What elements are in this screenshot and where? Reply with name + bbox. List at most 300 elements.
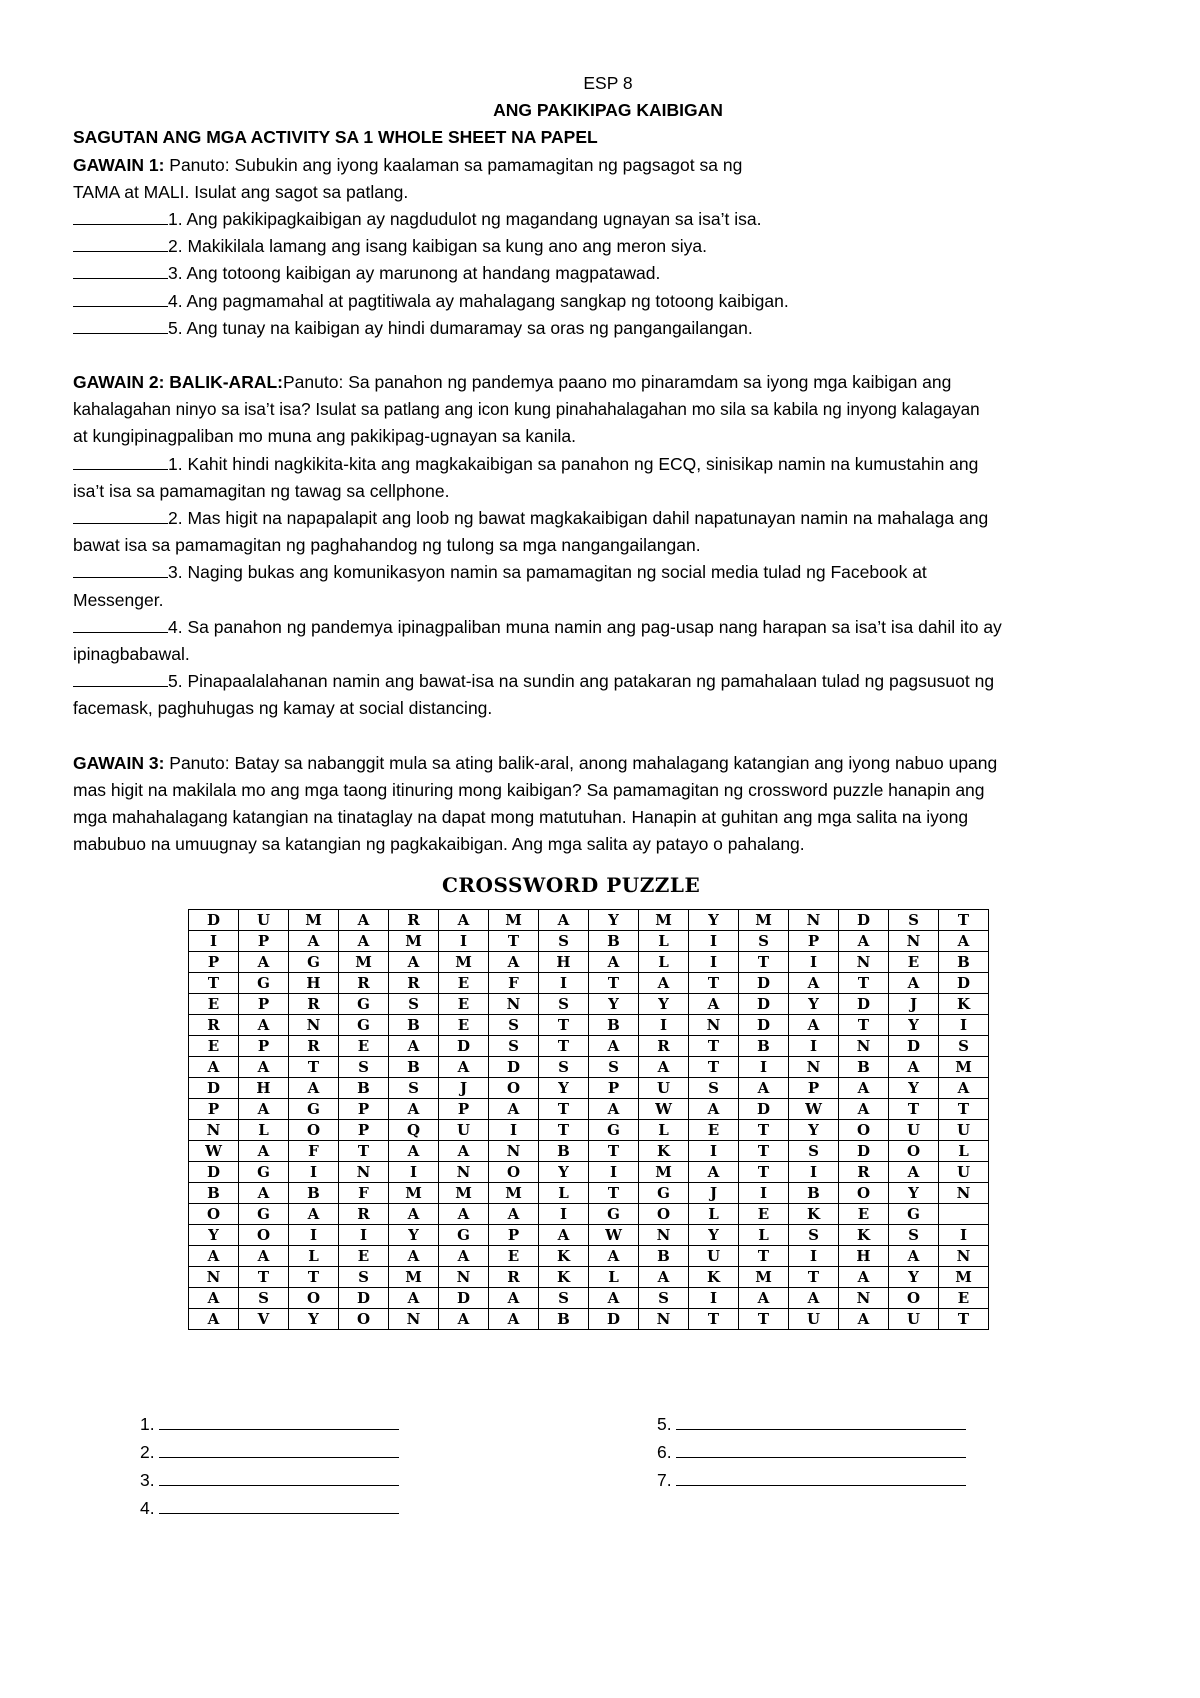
crossword-cell[interactable]: D: [889, 1036, 939, 1057]
crossword-cell[interactable]: S: [489, 1015, 539, 1036]
crossword-cell[interactable]: U: [689, 1246, 739, 1267]
crossword-cell[interactable]: A: [589, 1099, 639, 1120]
crossword-cell[interactable]: E: [689, 1120, 739, 1141]
crossword-cell[interactable]: T: [589, 973, 639, 994]
crossword-cell[interactable]: A: [739, 1288, 789, 1309]
crossword-cell[interactable]: I: [689, 931, 739, 952]
answer-line[interactable]: [159, 1467, 399, 1486]
crossword-cell[interactable]: E: [889, 952, 939, 973]
crossword-cell[interactable]: A: [439, 910, 489, 931]
crossword-cell[interactable]: L: [639, 931, 689, 952]
answer-blank[interactable]: [73, 508, 168, 524]
crossword-cell[interactable]: S: [539, 1057, 589, 1078]
crossword-cell[interactable]: D: [439, 1036, 489, 1057]
crossword-cell[interactable]: W: [189, 1141, 239, 1162]
crossword-cell[interactable]: S: [389, 1078, 439, 1099]
crossword-cell[interactable]: I: [439, 931, 489, 952]
crossword-cell[interactable]: B: [389, 1057, 439, 1078]
crossword-cell[interactable]: B: [539, 1309, 589, 1330]
crossword-cell[interactable]: Y: [639, 994, 689, 1015]
crossword-cell[interactable]: N: [789, 910, 839, 931]
crossword-cell[interactable]: A: [239, 1246, 289, 1267]
crossword-cell[interactable]: P: [589, 1078, 639, 1099]
crossword-cell[interactable]: L: [639, 952, 689, 973]
crossword-cell[interactable]: R: [339, 973, 389, 994]
crossword-cell[interactable]: K: [539, 1267, 589, 1288]
crossword-cell[interactable]: A: [289, 931, 339, 952]
crossword-cell[interactable]: S: [389, 994, 439, 1015]
crossword-cell[interactable]: O: [889, 1141, 939, 1162]
crossword-cell[interactable]: F: [289, 1141, 339, 1162]
crossword-cell[interactable]: I: [339, 1225, 389, 1246]
answer-line[interactable]: [159, 1411, 399, 1430]
crossword-cell[interactable]: G: [239, 1204, 289, 1225]
crossword-cell[interactable]: S: [489, 1036, 539, 1057]
crossword-cell[interactable]: K: [689, 1267, 739, 1288]
crossword-cell[interactable]: E: [439, 994, 489, 1015]
crossword-cell[interactable]: D: [739, 1099, 789, 1120]
crossword-cell[interactable]: S: [639, 1288, 689, 1309]
crossword-cell[interactable]: A: [389, 1036, 439, 1057]
crossword-cell[interactable]: R: [339, 1204, 389, 1225]
crossword-cell[interactable]: A: [839, 1267, 889, 1288]
crossword-cell[interactable]: A: [539, 1225, 589, 1246]
crossword-cell[interactable]: B: [789, 1183, 839, 1204]
crossword-cell[interactable]: Y: [889, 1267, 939, 1288]
crossword-cell[interactable]: S: [739, 931, 789, 952]
crossword-cell[interactable]: A: [589, 1246, 639, 1267]
answer-blank[interactable]: [73, 236, 168, 252]
crossword-cell[interactable]: D: [589, 1309, 639, 1330]
crossword-cell[interactable]: N: [839, 952, 889, 973]
answer-blank[interactable]: [73, 263, 168, 279]
crossword-cell[interactable]: V: [239, 1309, 289, 1330]
crossword-cell[interactable]: U: [789, 1309, 839, 1330]
crossword-cell[interactable]: O: [639, 1204, 689, 1225]
crossword-cell[interactable]: N: [189, 1120, 239, 1141]
crossword-cell[interactable]: R: [389, 910, 439, 931]
crossword-cell[interactable]: A: [889, 1057, 939, 1078]
crossword-cell[interactable]: B: [389, 1015, 439, 1036]
crossword-cell[interactable]: S: [889, 1225, 939, 1246]
crossword-cell[interactable]: I: [389, 1162, 439, 1183]
crossword-cell[interactable]: Y: [289, 1309, 339, 1330]
answer-line[interactable]: [676, 1467, 966, 1486]
crossword-cell[interactable]: T: [589, 1183, 639, 1204]
crossword-cell[interactable]: T: [689, 1057, 739, 1078]
crossword-cell[interactable]: A: [489, 1204, 539, 1225]
crossword-cell[interactable]: A: [689, 1162, 739, 1183]
answer-line[interactable]: [676, 1411, 966, 1430]
crossword-cell[interactable]: I: [689, 1141, 739, 1162]
crossword-cell[interactable]: A: [639, 973, 689, 994]
crossword-cell[interactable]: J: [439, 1078, 489, 1099]
crossword-cell[interactable]: M: [389, 1267, 439, 1288]
crossword-cell[interactable]: A: [289, 1078, 339, 1099]
crossword-cell[interactable]: A: [439, 1057, 489, 1078]
crossword-cell[interactable]: A: [239, 1057, 289, 1078]
crossword-cell[interactable]: [939, 1204, 989, 1225]
crossword-cell[interactable]: I: [189, 931, 239, 952]
answer-blank[interactable]: [73, 209, 168, 225]
crossword-cell[interactable]: O: [839, 1183, 889, 1204]
crossword-cell[interactable]: Y: [789, 1120, 839, 1141]
crossword-cell[interactable]: R: [639, 1036, 689, 1057]
crossword-cell[interactable]: T: [189, 973, 239, 994]
crossword-cell[interactable]: N: [439, 1162, 489, 1183]
crossword-cell[interactable]: I: [789, 952, 839, 973]
crossword-cell[interactable]: A: [539, 910, 589, 931]
crossword-cell[interactable]: A: [639, 1057, 689, 1078]
crossword-cell[interactable]: N: [789, 1057, 839, 1078]
crossword-cell[interactable]: M: [489, 910, 539, 931]
crossword-cell[interactable]: F: [489, 973, 539, 994]
crossword-cell[interactable]: T: [489, 931, 539, 952]
crossword-cell[interactable]: R: [289, 994, 339, 1015]
crossword-cell[interactable]: T: [689, 1309, 739, 1330]
crossword-cell[interactable]: B: [589, 931, 639, 952]
crossword-cell[interactable]: O: [189, 1204, 239, 1225]
crossword-cell[interactable]: B: [539, 1141, 589, 1162]
crossword-cell[interactable]: T: [539, 1099, 589, 1120]
crossword-cell[interactable]: M: [389, 931, 439, 952]
crossword-cell[interactable]: D: [339, 1288, 389, 1309]
crossword-cell[interactable]: A: [839, 1309, 889, 1330]
crossword-cell[interactable]: S: [789, 1141, 839, 1162]
crossword-cell[interactable]: U: [889, 1120, 939, 1141]
crossword-cell[interactable]: E: [839, 1204, 889, 1225]
crossword-cell[interactable]: W: [639, 1099, 689, 1120]
crossword-cell[interactable]: H: [239, 1078, 289, 1099]
crossword-cell[interactable]: R: [189, 1015, 239, 1036]
crossword-cell[interactable]: A: [489, 952, 539, 973]
crossword-cell[interactable]: A: [589, 1036, 639, 1057]
crossword-cell[interactable]: I: [689, 1288, 739, 1309]
crossword-cell[interactable]: N: [689, 1015, 739, 1036]
crossword-cell[interactable]: A: [439, 1141, 489, 1162]
answer-line[interactable]: [676, 1439, 966, 1458]
crossword-cell[interactable]: P: [189, 1099, 239, 1120]
crossword-cell[interactable]: L: [239, 1120, 289, 1141]
crossword-cell[interactable]: D: [739, 973, 789, 994]
crossword-cell[interactable]: T: [739, 952, 789, 973]
crossword-cell[interactable]: D: [939, 973, 989, 994]
crossword-cell[interactable]: I: [289, 1162, 339, 1183]
crossword-cell[interactable]: S: [939, 1036, 989, 1057]
crossword-cell[interactable]: A: [389, 1204, 439, 1225]
crossword-cell[interactable]: A: [489, 1309, 539, 1330]
crossword-cell[interactable]: T: [889, 1099, 939, 1120]
crossword-cell[interactable]: H: [839, 1246, 889, 1267]
crossword-cell[interactable]: J: [889, 994, 939, 1015]
crossword-cell[interactable]: A: [489, 1099, 539, 1120]
crossword-cell[interactable]: A: [239, 1015, 289, 1036]
crossword-cell[interactable]: S: [689, 1078, 739, 1099]
crossword-cell[interactable]: B: [839, 1057, 889, 1078]
crossword-cell[interactable]: N: [389, 1309, 439, 1330]
crossword-cell[interactable]: G: [339, 994, 389, 1015]
crossword-cell[interactable]: A: [389, 952, 439, 973]
crossword-cell[interactable]: I: [539, 1204, 589, 1225]
crossword-cell[interactable]: Q: [389, 1120, 439, 1141]
crossword-cell[interactable]: A: [789, 1288, 839, 1309]
crossword-cell[interactable]: I: [939, 1225, 989, 1246]
crossword-cell[interactable]: I: [939, 1015, 989, 1036]
crossword-cell[interactable]: B: [289, 1183, 339, 1204]
crossword-cell[interactable]: T: [939, 910, 989, 931]
crossword-cell[interactable]: A: [939, 931, 989, 952]
crossword-cell[interactable]: T: [289, 1267, 339, 1288]
crossword-cell[interactable]: Y: [539, 1162, 589, 1183]
crossword-cell[interactable]: A: [389, 1246, 439, 1267]
crossword-cell[interactable]: K: [639, 1141, 689, 1162]
crossword-cell[interactable]: T: [339, 1141, 389, 1162]
crossword-cell[interactable]: S: [539, 931, 589, 952]
crossword-cell[interactable]: N: [939, 1246, 989, 1267]
crossword-cell[interactable]: A: [889, 1162, 939, 1183]
crossword-cell[interactable]: L: [739, 1225, 789, 1246]
crossword-cell[interactable]: L: [539, 1183, 589, 1204]
crossword-cell[interactable]: R: [489, 1267, 539, 1288]
crossword-cell[interactable]: I: [789, 1162, 839, 1183]
crossword-cell[interactable]: N: [839, 1288, 889, 1309]
crossword-cell[interactable]: A: [189, 1288, 239, 1309]
crossword-cell[interactable]: M: [439, 1183, 489, 1204]
crossword-cell[interactable]: P: [789, 931, 839, 952]
crossword-cell[interactable]: E: [339, 1036, 389, 1057]
crossword-cell[interactable]: K: [839, 1225, 889, 1246]
crossword-cell[interactable]: O: [839, 1120, 889, 1141]
crossword-cell[interactable]: G: [639, 1183, 689, 1204]
crossword-cell[interactable]: E: [339, 1246, 389, 1267]
crossword-cell[interactable]: A: [339, 910, 389, 931]
crossword-cell[interactable]: N: [439, 1267, 489, 1288]
crossword-cell[interactable]: A: [889, 973, 939, 994]
crossword-cell[interactable]: A: [689, 1099, 739, 1120]
crossword-cell[interactable]: P: [339, 1120, 389, 1141]
crossword-cell[interactable]: T: [239, 1267, 289, 1288]
crossword-cell[interactable]: S: [589, 1057, 639, 1078]
crossword-cell[interactable]: W: [589, 1225, 639, 1246]
crossword-cell[interactable]: N: [639, 1309, 689, 1330]
answer-blank[interactable]: [73, 562, 168, 578]
crossword-cell[interactable]: D: [189, 1162, 239, 1183]
answer-blank[interactable]: [73, 318, 168, 334]
crossword-cell[interactable]: K: [789, 1204, 839, 1225]
crossword-cell[interactable]: E: [439, 973, 489, 994]
crossword-cell[interactable]: Y: [889, 1015, 939, 1036]
crossword-cell[interactable]: S: [339, 1267, 389, 1288]
crossword-cell[interactable]: B: [639, 1246, 689, 1267]
crossword-cell[interactable]: M: [939, 1267, 989, 1288]
crossword-cell[interactable]: D: [189, 1078, 239, 1099]
crossword-cell[interactable]: T: [689, 1036, 739, 1057]
crossword-cell[interactable]: I: [789, 1246, 839, 1267]
crossword-cell[interactable]: L: [289, 1246, 339, 1267]
answer-blank[interactable]: [73, 454, 168, 470]
crossword-cell[interactable]: T: [839, 973, 889, 994]
crossword-cell[interactable]: A: [189, 1057, 239, 1078]
crossword-cell[interactable]: P: [489, 1225, 539, 1246]
crossword-cell[interactable]: A: [639, 1267, 689, 1288]
crossword-cell[interactable]: A: [789, 1015, 839, 1036]
crossword-cell[interactable]: A: [839, 931, 889, 952]
crossword-cell[interactable]: L: [589, 1267, 639, 1288]
crossword-cell[interactable]: A: [439, 1204, 489, 1225]
crossword-cell[interactable]: D: [439, 1288, 489, 1309]
crossword-cell[interactable]: R: [289, 1036, 339, 1057]
crossword-cell[interactable]: A: [239, 952, 289, 973]
crossword-cell[interactable]: I: [539, 973, 589, 994]
crossword-cell[interactable]: G: [239, 973, 289, 994]
crossword-cell[interactable]: A: [239, 1183, 289, 1204]
crossword-cell[interactable]: G: [289, 1099, 339, 1120]
crossword-cell[interactable]: M: [939, 1057, 989, 1078]
crossword-cell[interactable]: S: [239, 1288, 289, 1309]
crossword-cell[interactable]: D: [489, 1057, 539, 1078]
crossword-cell[interactable]: O: [889, 1288, 939, 1309]
crossword-cell[interactable]: I: [739, 1183, 789, 1204]
crossword-cell[interactable]: Y: [539, 1078, 589, 1099]
crossword-cell[interactable]: Y: [889, 1183, 939, 1204]
crossword-cell[interactable]: U: [439, 1120, 489, 1141]
crossword-cell[interactable]: L: [939, 1141, 989, 1162]
crossword-cell[interactable]: N: [289, 1015, 339, 1036]
crossword-cell[interactable]: P: [339, 1099, 389, 1120]
crossword-cell[interactable]: O: [239, 1225, 289, 1246]
crossword-cell[interactable]: I: [289, 1225, 339, 1246]
crossword-cell[interactable]: A: [939, 1078, 989, 1099]
crossword-cell[interactable]: D: [839, 910, 889, 931]
crossword-cell[interactable]: E: [189, 1036, 239, 1057]
crossword-cell[interactable]: H: [539, 952, 589, 973]
crossword-cell[interactable]: A: [689, 994, 739, 1015]
crossword-cell[interactable]: I: [489, 1120, 539, 1141]
crossword-cell[interactable]: A: [439, 1309, 489, 1330]
crossword-cell[interactable]: T: [789, 1267, 839, 1288]
crossword-cell[interactable]: E: [489, 1246, 539, 1267]
crossword-cell[interactable]: P: [189, 952, 239, 973]
crossword-cell[interactable]: T: [739, 1141, 789, 1162]
crossword-cell[interactable]: E: [189, 994, 239, 1015]
answer-blank[interactable]: [73, 671, 168, 687]
crossword-cell[interactable]: F: [339, 1183, 389, 1204]
crossword-cell[interactable]: T: [739, 1120, 789, 1141]
crossword-cell[interactable]: D: [739, 994, 789, 1015]
crossword-cell[interactable]: U: [889, 1309, 939, 1330]
crossword-cell[interactable]: Y: [689, 910, 739, 931]
crossword-cell[interactable]: T: [289, 1057, 339, 1078]
crossword-cell[interactable]: L: [689, 1204, 739, 1225]
crossword-cell[interactable]: M: [489, 1183, 539, 1204]
crossword-cell[interactable]: A: [189, 1309, 239, 1330]
crossword-cell[interactable]: T: [539, 1120, 589, 1141]
crossword-cell[interactable]: T: [739, 1162, 789, 1183]
crossword-cell[interactable]: S: [889, 910, 939, 931]
crossword-cell[interactable]: E: [739, 1204, 789, 1225]
crossword-cell[interactable]: A: [339, 931, 389, 952]
crossword-cell[interactable]: T: [939, 1099, 989, 1120]
crossword-cell[interactable]: Y: [389, 1225, 439, 1246]
crossword-cell[interactable]: N: [339, 1162, 389, 1183]
crossword-cell[interactable]: M: [389, 1183, 439, 1204]
crossword-cell[interactable]: G: [889, 1204, 939, 1225]
crossword-cell[interactable]: I: [789, 1036, 839, 1057]
crossword-cell[interactable]: T: [589, 1141, 639, 1162]
crossword-cell[interactable]: D: [839, 1141, 889, 1162]
crossword-cell[interactable]: G: [339, 1015, 389, 1036]
crossword-cell[interactable]: D: [739, 1015, 789, 1036]
crossword-cell[interactable]: N: [189, 1267, 239, 1288]
crossword-cell[interactable]: N: [839, 1036, 889, 1057]
crossword-cell[interactable]: P: [239, 994, 289, 1015]
crossword-cell[interactable]: T: [939, 1309, 989, 1330]
crossword-cell[interactable]: U: [939, 1162, 989, 1183]
crossword-cell[interactable]: E: [939, 1288, 989, 1309]
crossword-cell[interactable]: M: [289, 910, 339, 931]
crossword-cell[interactable]: P: [239, 931, 289, 952]
crossword-cell[interactable]: A: [389, 1288, 439, 1309]
crossword-cell[interactable]: Y: [589, 994, 639, 1015]
answer-blank[interactable]: [73, 617, 168, 633]
answer-line[interactable]: [159, 1439, 399, 1458]
crossword-cell[interactable]: P: [789, 1078, 839, 1099]
crossword-cell[interactable]: I: [589, 1162, 639, 1183]
crossword-cell[interactable]: A: [589, 952, 639, 973]
crossword-cell[interactable]: A: [739, 1078, 789, 1099]
crossword-cell[interactable]: R: [839, 1162, 889, 1183]
crossword-cell[interactable]: R: [389, 973, 439, 994]
crossword-cell[interactable]: N: [639, 1225, 689, 1246]
crossword-cell[interactable]: M: [639, 910, 689, 931]
crossword-cell[interactable]: T: [739, 1309, 789, 1330]
crossword-cell[interactable]: P: [239, 1036, 289, 1057]
crossword-cell[interactable]: M: [739, 1267, 789, 1288]
crossword-cell[interactable]: T: [839, 1015, 889, 1036]
crossword-cell[interactable]: G: [589, 1120, 639, 1141]
crossword-cell[interactable]: B: [739, 1036, 789, 1057]
crossword-cell[interactable]: O: [489, 1162, 539, 1183]
crossword-cell[interactable]: A: [189, 1246, 239, 1267]
crossword-cell[interactable]: H: [289, 973, 339, 994]
crossword-cell[interactable]: I: [639, 1015, 689, 1036]
crossword-cell[interactable]: J: [689, 1183, 739, 1204]
crossword-cell[interactable]: M: [439, 952, 489, 973]
crossword-cell[interactable]: N: [939, 1183, 989, 1204]
crossword-cell[interactable]: K: [939, 994, 989, 1015]
crossword-cell[interactable]: I: [689, 952, 739, 973]
crossword-cell[interactable]: Y: [689, 1225, 739, 1246]
crossword-cell[interactable]: U: [639, 1078, 689, 1099]
crossword-cell[interactable]: D: [189, 910, 239, 931]
crossword-cell[interactable]: K: [539, 1246, 589, 1267]
crossword-cell[interactable]: O: [289, 1288, 339, 1309]
crossword-cell[interactable]: A: [289, 1204, 339, 1225]
crossword-cell[interactable]: Y: [789, 994, 839, 1015]
crossword-cell[interactable]: A: [489, 1288, 539, 1309]
crossword-cell[interactable]: A: [439, 1246, 489, 1267]
crossword-cell[interactable]: G: [239, 1162, 289, 1183]
crossword-cell[interactable]: A: [389, 1141, 439, 1162]
crossword-cell[interactable]: T: [539, 1015, 589, 1036]
crossword-cell[interactable]: B: [189, 1183, 239, 1204]
crossword-cell[interactable]: A: [589, 1288, 639, 1309]
answer-line[interactable]: [159, 1495, 399, 1514]
crossword-cell[interactable]: M: [639, 1162, 689, 1183]
crossword-cell[interactable]: B: [939, 952, 989, 973]
crossword-cell[interactable]: A: [239, 1141, 289, 1162]
crossword-cell[interactable]: Y: [889, 1078, 939, 1099]
